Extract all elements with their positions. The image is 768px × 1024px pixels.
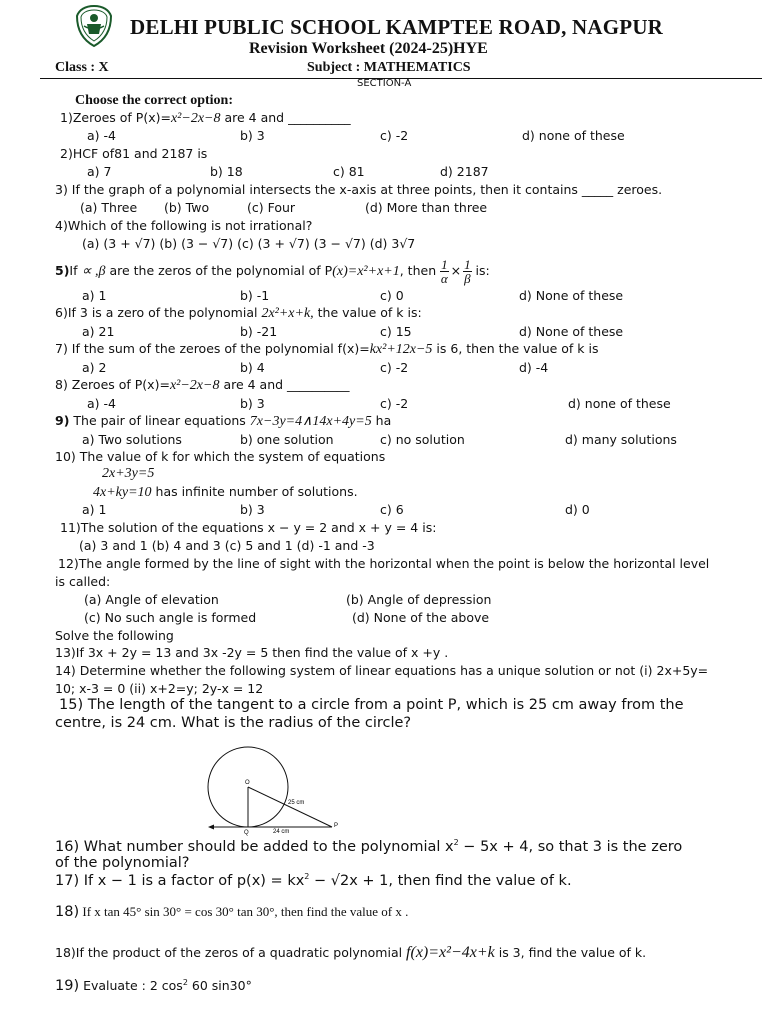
question-15-line2: centre, is 24 cm. What is the radius of the circle? [55,715,412,731]
question-2: 2)HCF of81 and 2187 is [60,146,208,161]
section-label: SECTION-A [357,78,412,89]
question-17: 17) If x − 1 is a factor of $p(x) = kx^2 - √2x + 1$, then find the value of k. [55,872,572,889]
q7-option-d: d) -4 [519,360,549,375]
label-q: Q [244,830,249,836]
question-14-line1: 14) Determine whether the following system of linear equations has a unique solution or not (i) 2x+5y= [55,663,709,678]
q12-option-d: (d) None of the above [352,610,490,625]
q10-option-b: b) 3 [240,502,265,517]
school-name: DELHI PUBLIC SCHOOL KAMPTEE ROAD, NAGPUR [130,15,664,39]
question-1: 1)Zeroes of P(x)=x²−2x−8 are 4 and __________ [60,110,351,126]
label-o: O [245,780,250,786]
q9-option-d: d) many solutions [565,432,677,447]
q3-option-b: (b) Two [164,200,210,215]
q10-equation-1: 2x+3y=5 [102,466,155,481]
q11-options: (a) 3 and 1 (b) 4 and 3 (c) 5 and 1 (d) -1 and -3 [79,538,375,553]
question-7: 7) If the sum of the zeroes of the polynomial f(x)=kx²+12x−5 is 6, then the value of k is [55,341,599,357]
q10-option-a: a) 1 [82,502,107,517]
worksheet-title: Revision Worksheet (2024-25)HYE [249,40,488,57]
question-11: 11)The solution of the equations x − y = 2 and x + y = 4 is: [60,520,437,535]
q1-option-a: a) -4 [87,128,116,143]
question-13: 13)If 3x + 2y = 13 and 3x -2y = 5 then find the value of x +y . [55,645,449,660]
q6-option-a: a) 21 [82,324,115,339]
q8-option-b: b) 3 [240,396,265,411]
solve-heading: Solve the following [55,628,174,643]
q5-option-d: d) None of these [519,288,624,303]
q12-option-a: (a) Angle of elevation [84,592,219,607]
line-op [248,787,332,827]
question-4: 4)Which of the following is not irrational? [55,218,313,233]
question-15-line1: 15) The length of the tangent to a circle from a point P, which is 25 cm away from the [59,697,684,713]
arrow-head [208,825,214,830]
instruction: Choose the correct option: [75,93,233,108]
question-10: 10) The value of k for which the system of equations [55,449,386,464]
school-logo [72,4,116,48]
q10-option-d: d) 0 [565,502,590,517]
subject-label: Subject : MATHEMATICS [307,60,471,75]
fraction-1-over-alpha: $\frac{1}{\alpha}$ [440,257,448,286]
question-12-line2: is called: [55,574,111,589]
question-16-line1: 16) What number should be added to the polynomial $x^2 - 5x + 4$, so that 3 is the zero [55,838,683,855]
q8-option-c: c) -2 [380,396,409,411]
q10-option-c: c) 6 [380,502,404,517]
q6-option-d: d) None of these [519,324,624,339]
q7-option-c: c) -2 [380,360,409,375]
q1-option-b: b) 3 [240,128,265,143]
label-p: P [334,823,339,829]
class-label: Class : X [55,60,109,75]
q8-option-d: d) none of these [568,396,671,411]
q4-options: (a) (3 + √7) (b) (3 − √7) (c) (3 + √7) (3 − √7) (d) 3√7 [82,236,416,251]
q1-option-c: c) -2 [380,128,409,143]
question-16-line2: of the polynomial? [55,855,190,871]
question-8: 8) Zeroes of P(x)=x²−2x−8 are 4 and __________ [55,377,350,393]
label-25cm: 25 cm [288,800,305,806]
tangent-circle-figure [200,745,350,837]
q5-option-b: b) -1 [240,288,270,303]
q2-option-b: b) 18 [210,164,243,179]
question-12-line1: 12)The angle formed by the line of sight with the horizontal when the point is below the horizontal level [58,556,710,571]
label-24cm: 24 cm [273,829,290,835]
q6-option-b: b) -21 [240,324,278,339]
q2-option-a: a) 7 [87,164,112,179]
question-6: 6)If 3 is a zero of the polynomial 2x²+x+k, the value of k is: [55,305,422,321]
q5-option-c: c) 0 [380,288,404,303]
question-3: 3) If the graph of a polynomial intersects the x-axis at three points, then it contains _____ zeroes. [55,182,663,197]
q2-option-c: c) 81 [333,164,365,179]
q7-option-a: a) 2 [82,360,107,375]
q3-option-a: (a) Three [80,200,138,215]
q10-equation-2-line: 4x+ky=10 has infinite number of solutions. [93,484,358,500]
q12-option-b: (b) Angle of depression [346,592,492,607]
q6-option-c: c) 15 [380,324,412,339]
q5-option-a: a) 1 [82,288,107,303]
q9-option-a: a) Two solutions [82,432,182,447]
q3-option-d: (d) More than three [365,200,488,215]
question-14-line2: 10; x-3 = 0 (ii) x+2=y; 2y-x = 12 [55,681,264,696]
q8-option-a: a) -4 [87,396,116,411]
q12-option-c: (c) No such angle is formed [84,610,257,625]
question-19: 19) Evaluate : 2 $\cos^2 60$ sin30° [55,978,252,995]
q3-option-c: (c) Four [247,200,296,215]
question-18a: 18) If x tan 45° sin 30° = cos 30° tan 30°, then find the value of x . [55,904,409,920]
fraction-1-over-beta: $\frac{1}{\beta}$ [464,257,471,286]
question-18b: 18)If the product of the zeros of a quadratic polynomial f(x)=x²−4x+k is 3, find the value of k. [55,944,647,961]
question-5: 5)If ∝ ,β are the zeros of the polynomial of P(x)=x²+x+1, then $\frac{1}{\alpha}$ × $\frac{1}{\beta}$ is: [55,257,490,286]
q9-option-b: b) one solution [240,432,334,447]
q1-option-d: d) none of these [522,128,625,143]
question-9: 9) The pair of linear equations 7x−3y=4∧14x+4y=5 ha [55,413,392,429]
q7-option-b: b) 4 [240,360,265,375]
q2-option-d: d) 2187 [440,164,489,179]
q9-option-c: c) no solution [380,432,465,447]
